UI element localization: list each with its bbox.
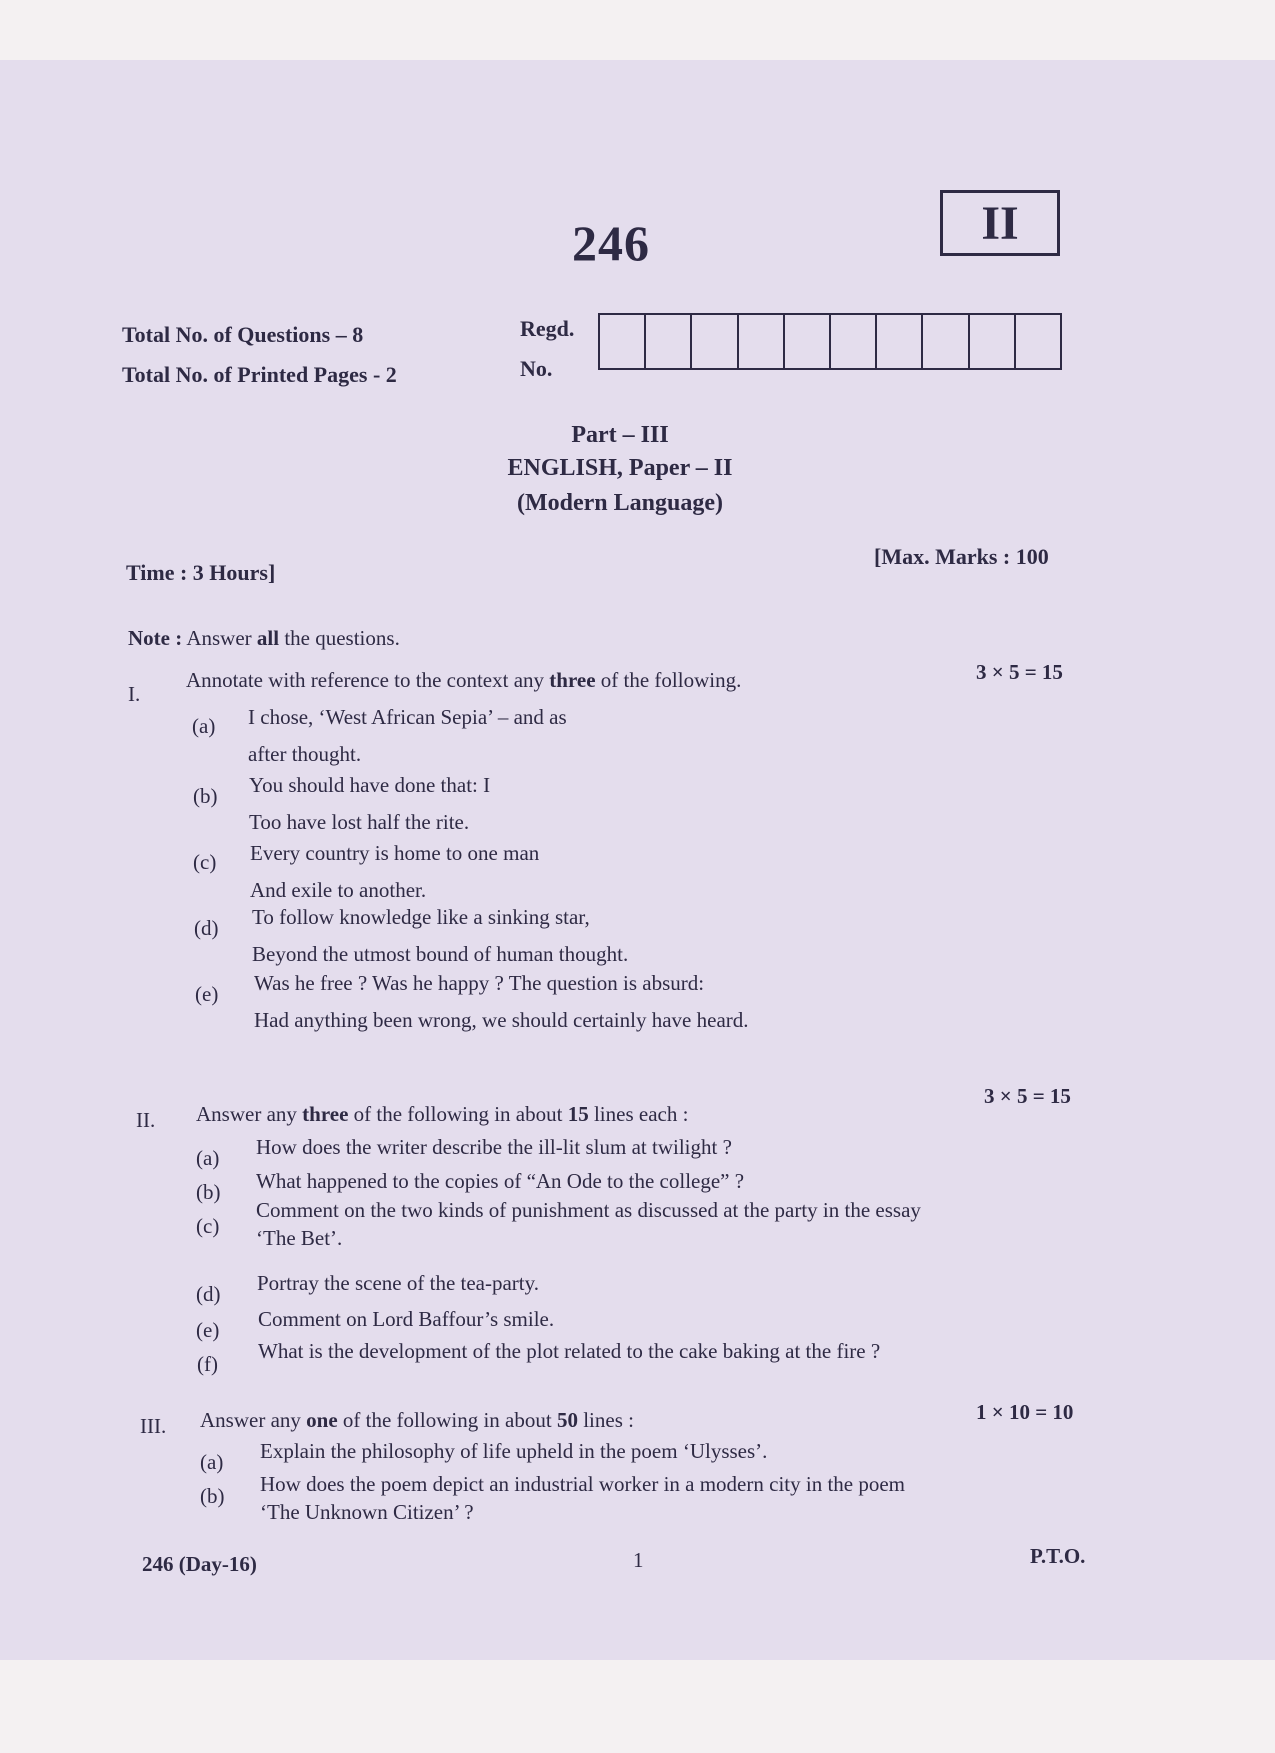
item-line: What happened to the copies of “An Ode to the college” ?	[256, 1169, 745, 1193]
note-text-pre: Answer	[186, 626, 252, 650]
question-marks: 1 × 10 = 10	[976, 1400, 1074, 1424]
page-number: 1	[633, 1548, 644, 1572]
regd-cell[interactable]	[877, 315, 923, 368]
item-label: (c)	[196, 1214, 220, 1238]
total-pages: Total No. of Printed Pages - 2	[122, 362, 397, 387]
item-text	[256, 1132, 1076, 1164]
item-label: (b)	[196, 1180, 221, 1204]
note-text-post: the questions.	[284, 626, 400, 650]
regd-cell[interactable]	[923, 315, 969, 368]
question-instruction	[186, 668, 741, 693]
regd-cell[interactable]	[739, 315, 785, 368]
instruction-text: of the following in about	[353, 1102, 563, 1126]
no-label: No.	[520, 356, 553, 381]
item-text	[249, 770, 969, 838]
set-label: II	[981, 196, 1019, 250]
instruction-bold: one	[306, 1408, 338, 1432]
footer-code: 246 (Day-16)	[142, 1552, 257, 1576]
item-label: (a)	[192, 714, 216, 738]
item-line: Was he free ? Was he happy ? The question is absurd:	[254, 971, 705, 995]
instruction-text: Answer any	[200, 1408, 301, 1432]
regd-label: Regd.	[520, 316, 575, 341]
instruction-bold: 50	[556, 1408, 578, 1432]
time-allowed: Time : 3 Hours]	[126, 560, 276, 585]
subject-subtitle: (Modern Language)	[517, 490, 723, 516]
instruction-text: Annotate with reference to the context any	[186, 668, 545, 692]
regd-cell[interactable]	[600, 315, 646, 368]
item-text	[258, 1304, 1078, 1336]
item-label: (e)	[195, 982, 219, 1006]
item-line: I chose, ‘West African Sepia’ – and as	[248, 705, 567, 729]
item-label: (a)	[196, 1146, 220, 1170]
question-instruction	[196, 1102, 688, 1127]
regd-cell[interactable]	[692, 315, 738, 368]
regd-cell[interactable]	[1016, 315, 1060, 368]
pto-label: P.T.O.	[1030, 1544, 1086, 1568]
item-line: after thought.	[248, 741, 362, 766]
instruction-text: of the following in about	[342, 1408, 552, 1432]
paper-code: 246	[572, 215, 650, 271]
regd-cell[interactable]	[785, 315, 831, 368]
instruction-text: of the following.	[600, 668, 742, 692]
exam-sheet	[0, 60, 1275, 1660]
question-number: II.	[136, 1108, 156, 1132]
item-text	[260, 1436, 1060, 1468]
instruction-bold: 15	[567, 1102, 589, 1126]
item-line: And exile to another.	[250, 877, 427, 902]
max-marks: [Max. Marks : 100	[874, 544, 1049, 569]
item-line: To follow knowledge like a sinking star,	[252, 905, 590, 929]
item-label: (a)	[200, 1450, 224, 1474]
question-marks: 3 × 5 = 15	[984, 1084, 1071, 1108]
regd-cell[interactable]	[831, 315, 877, 368]
question-number: III.	[140, 1414, 167, 1438]
item-line: Comment on Lord Baffour’s smile.	[258, 1307, 555, 1331]
item-text	[254, 968, 974, 1036]
regd-cell[interactable]	[646, 315, 692, 368]
item-label: (e)	[196, 1318, 220, 1342]
item-line: How does the poem depict an industrial worker in a modern city in the poem	[260, 1472, 906, 1496]
item-label: (d)	[194, 916, 219, 940]
total-questions: Total No. of Questions – 8	[122, 322, 364, 347]
set-box	[940, 190, 1060, 256]
item-line: Every country is home to one man	[250, 841, 540, 865]
regd-number-grid[interactable]	[598, 313, 1062, 370]
item-line: What is the development of the plot related to the cake baking at the fire ?	[258, 1339, 881, 1363]
item-line: Explain the philosophy of life upheld in the poem ‘Ulysses’.	[260, 1439, 768, 1463]
question-number: I.	[128, 682, 141, 706]
instruction-bold: three	[549, 668, 596, 692]
item-label: (d)	[196, 1282, 221, 1306]
note-line	[128, 626, 400, 651]
item-label: (f)	[197, 1352, 218, 1376]
item-line: Too have lost half the rite.	[249, 809, 470, 834]
item-text	[256, 1196, 1086, 1253]
regd-cell[interactable]	[970, 315, 1016, 368]
item-text	[258, 1336, 1088, 1368]
item-text	[252, 902, 972, 970]
note-label: Note :	[128, 626, 183, 650]
item-line: Beyond the utmost bound of human thought.	[252, 941, 629, 966]
item-text	[257, 1268, 1077, 1300]
item-line: ‘The Unknown Citizen’ ?	[260, 1500, 474, 1525]
item-line: How does the writer describe the ill-lit slum at twilight ?	[256, 1135, 732, 1159]
item-label: (c)	[193, 850, 217, 874]
instruction-text: Answer any	[196, 1102, 297, 1126]
item-text	[260, 1470, 1090, 1527]
note-text-bold: all	[256, 626, 280, 650]
item-line: Portray the scene of the tea-party.	[257, 1271, 540, 1295]
instruction-bold: three	[302, 1102, 349, 1126]
item-label: (b)	[200, 1484, 225, 1508]
item-text	[256, 1166, 1076, 1198]
item-text	[250, 838, 970, 906]
subject-title: ENGLISH, Paper – II	[507, 455, 733, 481]
item-line: Comment on the two kinds of punishment as discussed at the party in the essay	[256, 1198, 921, 1222]
question-marks: 3 × 5 = 15	[976, 660, 1063, 684]
question-instruction	[200, 1408, 634, 1433]
part-title: Part – III	[571, 422, 669, 448]
item-line: You should have done that: I	[249, 773, 491, 797]
instruction-text: lines each :	[593, 1102, 689, 1126]
item-line: Had anything been wrong, we should certainly have heard.	[254, 1007, 749, 1032]
item-text	[248, 702, 968, 770]
instruction-text: lines :	[583, 1408, 634, 1432]
item-label: (b)	[193, 784, 218, 808]
item-line: ‘The Bet’.	[256, 1226, 343, 1251]
